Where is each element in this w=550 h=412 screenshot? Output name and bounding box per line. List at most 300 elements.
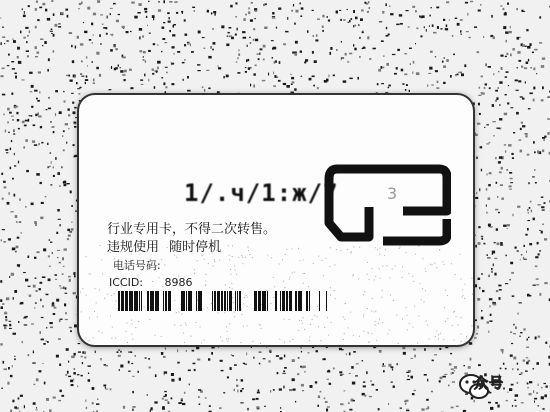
noise-speck: [504, 13, 507, 16]
barcode-bar: [262, 291, 266, 311]
noise-speck: [343, 80, 347, 82]
noise-speck: [488, 184, 491, 186]
noise-speck: [378, 408, 380, 410]
card-speck: [421, 299, 422, 300]
noise-speck: [14, 165, 16, 166]
card-speck: [89, 273, 90, 274]
noise-speck: [173, 24, 176, 25]
noise-speck: [276, 355, 279, 357]
noise-speck: [522, 44, 525, 47]
noise-speck: [74, 75, 75, 78]
noise-speck: [50, 184, 52, 185]
card-speck: [260, 328, 261, 329]
noise-speck: [23, 15, 26, 18]
noise-speck: [169, 17, 170, 19]
noise-speck: [226, 44, 229, 47]
noise-speck: [327, 371, 330, 373]
noise-speck: [377, 83, 379, 85]
noise-speck: [353, 10, 355, 13]
noise-speck: [307, 30, 309, 33]
noise-speck: [426, 399, 429, 401]
noise-speck: [450, 75, 452, 78]
noise-speck: [490, 314, 492, 316]
noise-speck: [82, 351, 84, 353]
noise-speck: [460, 72, 461, 74]
noise-speck: [259, 52, 260, 55]
noise-speck: [18, 397, 20, 399]
noise-speck: [510, 182, 513, 183]
noise-speck: [427, 379, 428, 382]
noise-speck: [202, 37, 205, 38]
card-speck: [371, 333, 372, 334]
noise-speck: [141, 84, 144, 85]
noise-speck: [305, 59, 308, 62]
noise-speck: [35, 26, 37, 29]
noise-speck: [204, 48, 206, 49]
card-speck: [204, 340, 205, 341]
noise-speck: [500, 245, 503, 246]
noise-speck: [163, 356, 166, 358]
noise-speck: [208, 358, 210, 360]
noise-speck: [314, 60, 317, 63]
card-speck: [343, 316, 344, 317]
noise-speck: [539, 230, 541, 231]
card-speck: [452, 325, 453, 326]
noise-speck: [520, 128, 522, 130]
noise-speck: [439, 348, 441, 350]
noise-speck: [400, 408, 402, 409]
noise-speck: [27, 35, 29, 37]
noise-speck: [164, 371, 167, 373]
card-speck: [351, 253, 352, 254]
noise-speck: [475, 245, 477, 248]
card-speck: [327, 317, 328, 318]
noise-speck: [523, 257, 524, 259]
noise-speck: [524, 11, 526, 12]
card-speck: [90, 273, 91, 274]
noise-speck: [69, 327, 72, 329]
barcode-bar: [217, 291, 220, 311]
noise-speck: [529, 295, 531, 297]
noise-speck: [366, 372, 368, 373]
noise-speck: [173, 53, 174, 55]
noise-speck: [105, 365, 108, 367]
noise-speck: [535, 256, 538, 258]
noise-speck: [50, 326, 53, 328]
noise-speck: [322, 15, 324, 18]
noise-speck: [99, 74, 101, 77]
noise-speck: [65, 293, 68, 294]
noise-speck: [72, 60, 74, 63]
noise-speck: [62, 273, 64, 275]
noise-speck: [50, 152, 52, 153]
noise-speck: [137, 12, 140, 14]
noise-speck: [247, 45, 248, 47]
noise-speck: [351, 18, 353, 20]
noise-speck: [292, 359, 295, 362]
card-speck: [427, 325, 428, 326]
noise-speck: [143, 51, 146, 53]
noise-speck: [528, 360, 530, 362]
noise-speck: [433, 32, 437, 34]
card-speck: [127, 342, 128, 343]
card-speck: [81, 311, 82, 312]
noise-speck: [396, 67, 398, 69]
noise-speck: [31, 85, 34, 88]
noise-speck: [527, 294, 530, 297]
noise-speck: [76, 82, 78, 84]
card-speck: [303, 283, 304, 284]
noise-speck: [538, 253, 540, 255]
noise-speck: [5, 319, 7, 322]
noise-speck: [152, 73, 154, 75]
noise-speck: [143, 56, 144, 57]
card-speck: [131, 320, 132, 321]
noise-speck: [357, 77, 359, 80]
noise-speck: [122, 56, 126, 58]
noise-speck: [73, 292, 76, 294]
noise-speck: [475, 284, 477, 287]
card-speck: [413, 281, 414, 282]
noise-speck: [437, 26, 439, 29]
noise-speck: [164, 42, 167, 43]
noise-speck: [38, 71, 41, 73]
noise-speck: [539, 293, 541, 296]
noise-speck: [53, 131, 55, 133]
noise-speck: [58, 400, 61, 401]
noise-speck: [470, 1, 473, 2]
noise-speck: [397, 49, 400, 51]
noise-speck: [272, 16, 275, 17]
noise-speck: [293, 4, 294, 7]
noise-speck: [482, 290, 485, 292]
noise-speck: [69, 231, 72, 232]
card-speck: [228, 338, 229, 339]
noise-speck: [272, 57, 273, 59]
noise-speck: [537, 150, 539, 153]
noise-speck: [523, 360, 525, 362]
noise-speck: [489, 87, 491, 89]
noise-speck: [33, 402, 36, 405]
card-speck: [422, 258, 423, 259]
noise-speck: [67, 371, 69, 374]
card-speck: [205, 285, 206, 286]
card-speck: [283, 281, 284, 282]
noise-speck: [506, 71, 509, 73]
card-speck: [318, 256, 319, 257]
noise-speck: [35, 222, 37, 224]
noise-speck: [128, 371, 131, 372]
noise-speck: [7, 122, 9, 124]
card-speck: [102, 274, 103, 275]
noise-speck: [68, 108, 70, 110]
card-speck: [185, 323, 186, 324]
restriction-text: 行业专用卡，不得二次转售。: [107, 222, 277, 237]
noise-speck: [476, 157, 477, 160]
noise-speck: [110, 388, 112, 390]
noise-speck: [57, 172, 60, 175]
noise-speck: [349, 20, 351, 22]
noise-speck: [352, 382, 355, 385]
card-speck: [107, 294, 108, 295]
barcode-bar: [275, 291, 277, 311]
noise-speck: [483, 243, 485, 245]
noise-speck: [313, 35, 314, 37]
card-speck: [390, 277, 391, 278]
noise-speck: [492, 104, 494, 107]
noise-speck: [81, 76, 84, 77]
noise-speck: [35, 302, 37, 303]
noise-speck: [67, 15, 69, 18]
card-speck: [220, 337, 221, 338]
noise-speck: [12, 178, 14, 180]
barcode-bar: [267, 291, 268, 311]
noise-speck: [414, 390, 416, 391]
noise-speck: [489, 172, 492, 174]
noise-speck: [32, 362, 35, 363]
noise-speck: [71, 205, 73, 207]
noise-speck: [192, 350, 195, 352]
noise-speck: [315, 39, 318, 41]
noise-speck: [24, 405, 25, 408]
noise-speck: [528, 337, 530, 338]
noise-speck: [40, 39, 43, 41]
card-speck: [206, 281, 207, 282]
noise-speck: [362, 393, 365, 396]
noise-speck: [511, 153, 513, 155]
noise-speck: [505, 94, 507, 95]
noise-speck: [519, 336, 521, 337]
card-speck: [372, 298, 373, 299]
noise-speck: [486, 212, 487, 214]
card-speck: [462, 296, 463, 297]
card-speck: [335, 298, 336, 299]
noise-speck: [197, 70, 200, 71]
noise-speck: [171, 379, 174, 382]
noise-speck: [11, 61, 14, 62]
noise-speck: [248, 7, 250, 9]
card-speck: [402, 319, 403, 320]
card-speck: [132, 339, 133, 340]
noise-speck: [1, 173, 3, 175]
card-speck: [462, 289, 463, 290]
noise-speck: [240, 402, 243, 403]
card-speck: [238, 257, 239, 258]
noise-speck: [414, 355, 416, 358]
noise-speck: [529, 207, 531, 209]
noise-speck: [349, 352, 351, 355]
noise-speck: [1, 75, 4, 77]
card-speck: [348, 327, 349, 328]
noise-speck: [124, 79, 126, 81]
noise-speck: [421, 408, 424, 411]
noise-speck: [511, 343, 513, 344]
noise-speck: [65, 123, 68, 125]
noise-speck: [529, 43, 531, 46]
noise-speck: [416, 28, 418, 30]
noise-speck: [3, 361, 5, 364]
noise-speck: [529, 93, 533, 95]
card-speck: [230, 274, 231, 275]
noise-speck: [172, 63, 175, 65]
noise-speck: [143, 59, 145, 61]
noise-speck: [34, 257, 36, 259]
noise-speck: [207, 10, 209, 13]
noise-speck: [457, 23, 460, 26]
noise-speck: [145, 357, 147, 358]
noise-speck: [49, 266, 51, 267]
card-speck: [205, 274, 206, 275]
card-speck: [294, 272, 295, 273]
noise-speck: [250, 67, 252, 68]
noise-speck: [65, 374, 67, 376]
noise-speck: [113, 46, 116, 47]
noise-speck: [31, 115, 33, 117]
card-speck: [368, 342, 369, 343]
noise-speck: [521, 254, 523, 255]
noise-speck: [360, 18, 363, 21]
barcode-bar: [139, 291, 140, 311]
noise-speck: [84, 357, 86, 359]
noise-speck: [126, 31, 129, 33]
noise-speck: [35, 114, 37, 116]
card-speck: [425, 290, 426, 291]
noise-speck: [40, 217, 43, 220]
card-speck: [226, 326, 227, 327]
noise-speck: [276, 27, 277, 29]
noise-speck: [17, 237, 20, 239]
noise-speck: [22, 79, 25, 80]
noise-speck: [392, 54, 396, 55]
noise-speck: [336, 11, 338, 14]
card-speck: [94, 288, 95, 289]
noise-speck: [479, 113, 481, 115]
noise-speck: [73, 144, 75, 146]
noise-speck: [73, 372, 75, 375]
noise-speck: [327, 16, 328, 18]
noise-speck: [156, 71, 158, 73]
noise-speck: [527, 154, 530, 156]
noise-speck: [3, 325, 6, 327]
noise-speck: [42, 45, 44, 46]
card-speck: [395, 266, 396, 267]
noise-speck: [63, 130, 65, 132]
noise-speck: [10, 375, 13, 377]
noise-speck: [176, 12, 178, 14]
card-speck: [447, 318, 448, 319]
card-speck: [334, 290, 335, 291]
card-speck: [426, 321, 427, 322]
noise-speck: [426, 29, 427, 32]
noise-speck: [2, 94, 5, 96]
noise-speck: [119, 369, 120, 371]
noise-speck: [483, 36, 484, 38]
noise-speck: [501, 167, 503, 170]
card-speck: [284, 319, 285, 320]
noise-speck: [79, 8, 80, 9]
noise-speck: [14, 153, 15, 155]
noise-speck: [85, 79, 88, 81]
noise-speck: [192, 7, 195, 8]
noise-speck: [92, 387, 95, 390]
card-speck: [445, 290, 446, 291]
noise-speck: [283, 386, 284, 389]
noise-speck: [57, 257, 58, 258]
noise-speck: [484, 127, 485, 128]
card-speck: [214, 261, 215, 262]
card-speck: [375, 321, 376, 322]
card-speck: [440, 333, 441, 334]
barcode-bar: [258, 291, 261, 311]
noise-speck: [130, 31, 132, 32]
noise-speck: [527, 228, 529, 231]
noise-speck: [60, 390, 62, 393]
noise-speck: [28, 354, 30, 356]
card-speck: [472, 294, 473, 295]
noise-speck: [543, 224, 544, 225]
noise-speck: [451, 372, 452, 374]
noise-speck: [478, 103, 480, 106]
noise-speck: [296, 10, 299, 13]
noise-speck: [498, 71, 499, 72]
noise-speck: [237, 72, 240, 74]
noise-speck: [42, 363, 43, 364]
card-speck: [230, 269, 231, 270]
noise-speck: [100, 14, 103, 15]
noise-speck: [283, 43, 286, 45]
noise-speck: [189, 384, 190, 386]
card-speck: [304, 273, 305, 274]
noise-speck: [128, 352, 131, 353]
card-speck: [417, 343, 418, 344]
noise-speck: [14, 358, 16, 360]
noise-speck: [139, 36, 140, 39]
noise-speck: [169, 30, 171, 32]
noise-speck: [326, 409, 328, 412]
noise-speck: [412, 72, 413, 74]
noise-speck: [230, 367, 232, 370]
noise-speck: [72, 102, 74, 104]
noise-speck: [533, 141, 535, 143]
noise-speck: [436, 87, 439, 89]
noise-speck: [264, 27, 267, 30]
noise-speck: [359, 56, 361, 58]
noise-speck: [212, 28, 213, 29]
card-speck: [292, 339, 293, 340]
noise-speck: [74, 123, 76, 124]
card-speck: [131, 334, 132, 335]
noise-speck: [142, 35, 144, 37]
noise-speck: [132, 409, 133, 411]
noise-speck: [415, 10, 417, 12]
noise-speck: [103, 385, 106, 387]
noise-speck: [354, 48, 356, 51]
noise-speck: [157, 44, 158, 45]
noise-speck: [38, 143, 40, 145]
noise-speck: [147, 25, 148, 26]
card-speck: [425, 268, 426, 269]
noise-speck: [510, 26, 511, 29]
noise-speck: [164, 391, 167, 392]
noise-speck: [487, 321, 490, 323]
noise-speck: [52, 126, 55, 128]
noise-speck: [429, 67, 432, 70]
noise-speck: [513, 333, 516, 334]
noise-speck: [19, 198, 21, 200]
card-speck: [232, 245, 233, 246]
card-speck: [454, 340, 455, 341]
noise-speck: [533, 87, 535, 90]
